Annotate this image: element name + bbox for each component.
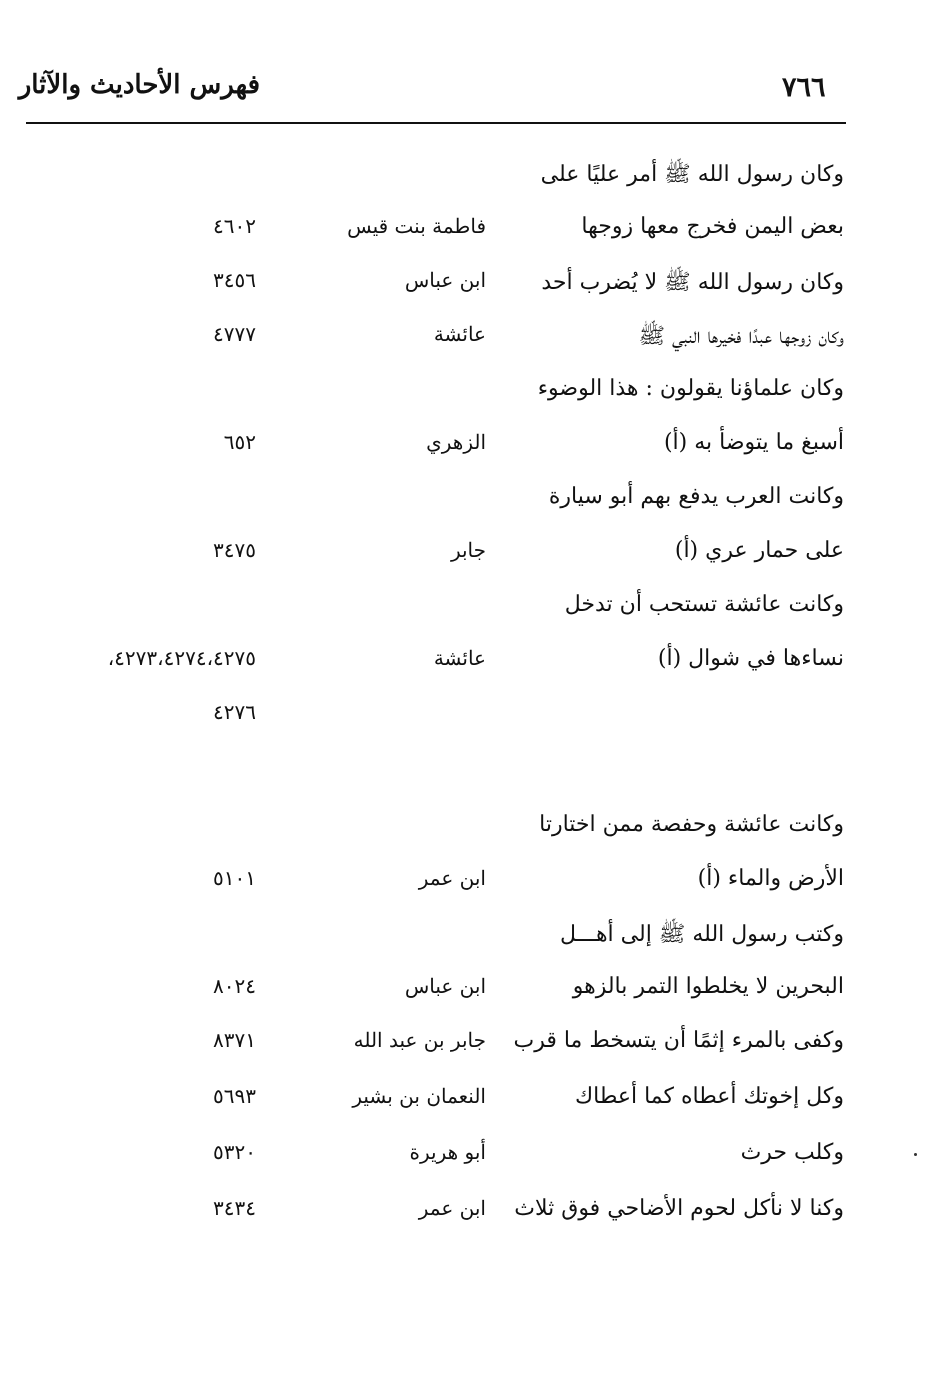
reference-numbers: ٦٥٢ — [223, 430, 256, 454]
hadith-text: الأرض والماء (أ) — [697, 866, 844, 891]
index-row — [0, 160, 932, 200]
hadith-text: وكفى بالمرء إثمًا أن يتسخط ما قرب — [513, 1028, 844, 1053]
narrator: فاطمة بنت قيس — [347, 214, 486, 238]
hadith-text: وكنا لا نأكل لحوم الأضاحي فوق ثلاث — [514, 1196, 844, 1221]
reference-numbers: ٤٦٠٢ — [213, 214, 256, 238]
hadith-text: بعض اليمن فخرج معها زوجها — [581, 214, 844, 239]
hadith-text: وكانت عائشة تستحب أن تدخل — [564, 592, 844, 617]
index-row — [0, 1084, 932, 1124]
narrator: النعمان بن بشير — [352, 1084, 486, 1108]
hadith-text: أسبغ ما يتوضأ به (أ) — [663, 430, 844, 455]
reference-numbers: ٤٢٧٦ — [213, 700, 256, 724]
narrator: أبو هريرة — [409, 1140, 486, 1164]
hadith-text: وكان علماؤنا يقولون : هذا الوضوء — [537, 376, 844, 401]
page-title: فهرس الأحاديث والآثار — [18, 70, 260, 100]
index-row — [0, 484, 932, 524]
reference-numbers: ٥١٠١ — [213, 866, 256, 890]
reference-numbers: ٨٣٧١ — [213, 1028, 256, 1052]
hadith-text: وكان رسول الله ﷺ لا يُضرب أحد — [541, 270, 844, 295]
reference-numbers: ٤٢٧٣،٤٢٧٤،٤٢٧٥، — [107, 646, 256, 670]
index-row — [0, 1028, 932, 1068]
hadith-text: نساءها في شوال (أ) — [657, 646, 844, 671]
index-row — [0, 592, 932, 632]
index-row — [0, 430, 932, 470]
page-number: ٧٦٦ — [782, 72, 826, 103]
narrator: ابن عباس — [404, 268, 486, 292]
scan-speck — [914, 1153, 917, 1156]
reference-numbers: ٥٦٩٣ — [213, 1084, 256, 1108]
narrator: جابر بن عبد الله — [353, 1028, 486, 1052]
index-row — [0, 700, 932, 740]
reference-numbers: ٣٤٧٥ — [213, 538, 256, 562]
header-divider — [26, 122, 846, 124]
index-row — [0, 322, 932, 362]
narrator: عائشة — [433, 646, 486, 670]
hadith-text: وكان رسول الله ﷺ أمر عليًا على — [540, 162, 844, 187]
index-row — [0, 376, 932, 416]
reference-numbers: ٥٣٢٠ — [213, 1140, 256, 1164]
index-row — [0, 538, 932, 578]
hadith-text: وكان زوجها عبدًا فخيرها النبي ﷺ — [638, 324, 844, 349]
reference-numbers: ٨٠٢٤ — [213, 974, 256, 998]
narrator: جابر — [450, 538, 486, 562]
hadith-text: وكانت العرب يدفع بهم أبو سيارة — [548, 484, 844, 509]
hadith-text: وكل إخوتك أعطاه كما أعطاك — [574, 1084, 844, 1109]
index-row — [0, 1196, 932, 1236]
index-row — [0, 1140, 932, 1180]
index-row — [0, 920, 932, 960]
index-row — [0, 812, 932, 852]
index-row — [0, 866, 932, 906]
hadith-text: وكلب حرث — [740, 1140, 844, 1165]
narrator: عائشة — [433, 322, 486, 346]
index-row — [0, 214, 932, 254]
index-row — [0, 268, 932, 308]
hadith-text: وكانت عائشة وحفصة ممن اختارتا — [539, 812, 844, 837]
narrator: ابن عمر — [418, 1196, 486, 1220]
reference-numbers: ٣٤٣٤ — [213, 1196, 256, 1220]
hadith-text: البحرين لا يخلطوا التمر بالزهو — [572, 974, 844, 999]
narrator: ابن عباس — [404, 974, 486, 998]
hadith-text: وكتب رسول الله ﷺ إلى أهـــل — [559, 922, 844, 947]
reference-numbers: ٣٤٥٦ — [213, 268, 256, 292]
hadith-text: على حمار عري (أ) — [674, 538, 844, 563]
reference-numbers: ٤٧٧٧ — [213, 322, 256, 346]
narrator: ابن عمر — [418, 866, 486, 890]
narrator: الزهري — [426, 430, 486, 454]
index-row — [0, 646, 932, 686]
index-row — [0, 974, 932, 1014]
